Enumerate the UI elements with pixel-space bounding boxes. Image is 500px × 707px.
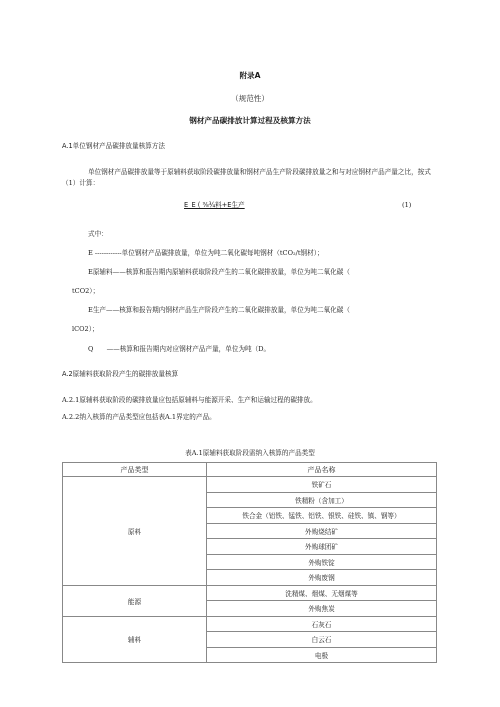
- product-name-cell: 白云石: [207, 632, 437, 648]
- definition-raw-materials: E原辅料——核算和报告期内原辅料获取阶段产生的二氧化碳排放量，单位为吨二氧化碳（: [88, 268, 350, 276]
- formula-1: E_E ( ⅜¾料+E生产: [184, 201, 245, 209]
- table-row: [63, 616, 437, 632]
- definition-production: E生产——核算和报告期内钢材产品生产阶段产生的二氧化碳排放量，单位为吨二氧化碳（: [88, 306, 350, 314]
- definition-raw-materials-cont: tCO2）；: [72, 287, 100, 295]
- clause-a22: A.2.2纳入核算的产品类型应包括表A.1界定的产品。: [62, 413, 216, 421]
- table-row: [63, 477, 437, 493]
- type-cell-auxiliary: 辅料: [63, 616, 207, 663]
- product-name-cell: 外购铁锭: [207, 554, 437, 570]
- section-a1-title: A.1单位钢材产品碳排放量核算方法: [62, 142, 165, 150]
- product-name-cell: 外购废钢: [207, 570, 437, 586]
- product-name-cell: 铁合金（铝铁、锰铁、铝铁、银铁、硅铁、镇、钢等）: [207, 508, 437, 524]
- section-a1-paragraph: 单位钢材产品碳排放量等于原辅料获取阶段碳排放量和钢材产品生产阶段碳排放量之和与对应钢材产品产量之比，按式（1）计算：: [62, 168, 431, 187]
- type-cell-energy: 能源: [63, 585, 207, 616]
- definition-q: Q ——核算和报告期内对应钢材产品产量，单位为吨（D。: [88, 345, 271, 353]
- product-name-cell: 电极: [207, 647, 437, 663]
- product-name-cell: 外购烧结矿: [207, 523, 437, 539]
- product-type-table: [62, 462, 437, 663]
- product-name-cell: 外购球团矿: [207, 539, 437, 555]
- appendix-heading: 钢材产品碳排放计算过程及核算方法: [189, 116, 311, 125]
- section-a2-title: A.2原辅料获取阶段产生的碳排放量核算: [62, 370, 179, 378]
- clause-a21: A.2.1原辅料获取阶段的碳排放量应包括原辅料与能源开采、生产和运输过程的碳排放。: [62, 396, 317, 404]
- header-product-type: 产品类型: [63, 463, 207, 477]
- table-caption: 表A.1原辅料获取阶段需纳入核算的产品类型: [185, 449, 315, 457]
- appendix-nature: （规范性）: [231, 94, 269, 103]
- product-name-cell: 石灰石: [207, 616, 437, 632]
- type-cell-raw: 原料: [63, 477, 207, 586]
- definition-e: E ------------单位钢材产品碳排放量，单位为吨二氧化碳每吨钢材（tCO₂/t钢材）；: [88, 249, 324, 257]
- definition-production-cont: lCO2）；: [72, 325, 99, 333]
- header-product-name: 产品名称: [207, 463, 437, 477]
- product-name-cell: 铁矿石: [207, 477, 437, 493]
- table-row: [63, 585, 437, 601]
- product-name-cell: 外购焦炭: [207, 601, 437, 617]
- where-label: 式中：: [88, 230, 108, 238]
- product-name-cell: 洗精煤、烟煤、无烟煤等: [207, 585, 437, 601]
- product-name-cell: 铁精粉（含加工）: [207, 492, 437, 508]
- table-header-row: [63, 463, 437, 477]
- equation-number: (1): [402, 201, 412, 209]
- appendix-title: 附录A: [239, 71, 261, 80]
